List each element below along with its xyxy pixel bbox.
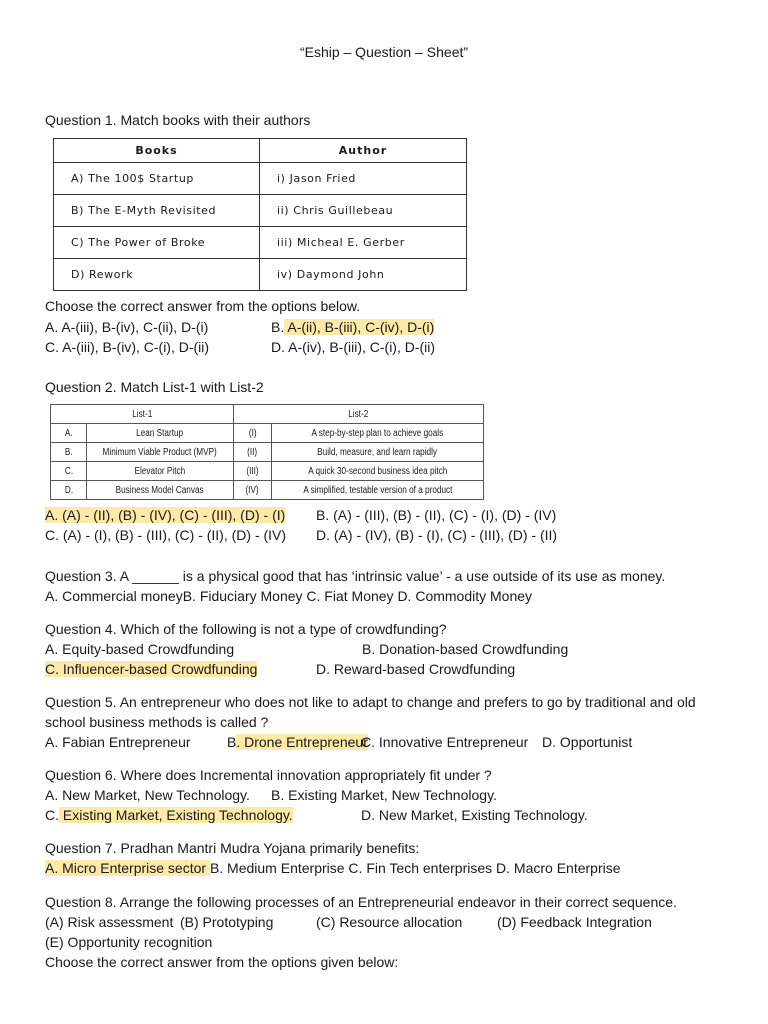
book-cell: D) Rework (54, 259, 260, 291)
books-header: Books (54, 139, 260, 163)
option-prefix: B (227, 734, 237, 750)
list1-item: Minimum Viable Product (MVP) (87, 443, 234, 462)
book-cell: B) The E-Myth Revisited (54, 195, 260, 227)
table-row (51, 462, 484, 481)
list2-numeral: (III) (234, 462, 272, 481)
highlighted-answer: . Drone Entrepreneur (236, 734, 368, 750)
list1-letter: B. (51, 443, 87, 462)
q5-question-line1: Question 5. An entrepreneur who does not like to adapt to change and prefers to go by traditional and old (45, 694, 696, 710)
q8-item-c: (C) Resource allocation (316, 914, 463, 930)
q2-list-table (50, 404, 484, 500)
author-header: Author (260, 139, 467, 163)
highlighted-answer: A. Micro Enterprise sector (45, 860, 210, 876)
list2-numeral: (IV) (234, 481, 272, 500)
author-cell: i) Jason Fried (260, 163, 467, 195)
q5-option-b (227, 733, 368, 751)
q8-item-b: (B) Prototyping (180, 914, 274, 930)
highlighted-answer: Existing Market, Existing Technology. (59, 807, 293, 823)
q8-item-a: (A) Risk assessment (45, 914, 174, 930)
book-cell: C) The Power of Broke (54, 227, 260, 259)
q3-question: Question 3. A ______ is a physical good that has ‘intrinsic value’ - a use outside of its use as money. (45, 568, 666, 584)
highlighted-answer: C. Influencer-based Crowdfunding (45, 661, 258, 677)
q2-question: Question 2. Match List-1 with List-2 (45, 379, 264, 395)
q7-options (45, 859, 621, 877)
q6-option-d: D. New Market, Existing Technology. (361, 807, 588, 823)
table-header-row (51, 405, 484, 424)
q1-option-b (271, 318, 434, 336)
table-row (54, 163, 467, 195)
list2-header: List-2 (234, 405, 484, 424)
highlighted-answer: A-(ii), B-(iii), C-(iv), D-(i) (284, 319, 435, 335)
list1-letter: C. (51, 462, 87, 481)
q1-option-d: D. A-(iv), B-(iii), C-(i), D-(ii) (271, 339, 436, 355)
q1-option-a: A. A-(iii), B-(iv), C-(ii), D-(i) (45, 319, 209, 335)
table-row (51, 443, 484, 462)
q8-item-d: (D) Feedback Integration (497, 914, 652, 930)
q4-option-c (45, 660, 257, 678)
list2-item: A quick 30-second business idea pitch (272, 462, 484, 481)
highlighted-answer: A. (A) - (II), (B) - (IV), (C) - (III), (D) - (I) (45, 507, 286, 523)
book-cell: A) The 100$ Startup (54, 163, 260, 195)
q2-option-d: D. (A) - (IV), (B) - (I), (C) - (III), (D) - (II) (316, 527, 558, 543)
table-header-row (54, 139, 467, 163)
q7-question: Question 7. Pradhan Mantri Mudra Yojana primarily benefits: (45, 840, 420, 856)
q4-option-a: A. Equity-based Crowdfunding (45, 641, 235, 657)
list1-item: Business Model Canvas (87, 481, 234, 500)
table-row (54, 195, 467, 227)
option-prefix: C. (45, 807, 59, 823)
list1-item: Elevator Pitch (87, 462, 234, 481)
q8-instruction: Choose the correct answer from the options given below: (45, 954, 399, 970)
q1-books-table (53, 138, 467, 291)
q6-option-c (45, 806, 293, 824)
list1-letter: D. (51, 481, 87, 500)
q5-option-c: C. Innovative Entrepreneur (361, 734, 529, 750)
q5-option-a: A. Fabian Entrepreneur (45, 734, 191, 750)
q1-option-c: C. A-(iii), B-(iv), C-(i), D-(ii) (45, 339, 210, 355)
q4-question: Question 4. Which of the following is not a type of crowdfunding? (45, 621, 447, 637)
remaining-options: B. Medium Enterprise C. Fin Tech enterprises D. Macro Enterprise (209, 860, 621, 876)
q6-question: Question 6. Where does Incremental innovation appropriately fit under ? (45, 767, 492, 783)
table-row (51, 424, 484, 443)
table-row (51, 481, 484, 500)
list2-item: Build, measure, and learn rapidly (272, 443, 484, 462)
q8-question: Question 8. Arrange the following processes of an Entrepreneurial endeavor in their correct sequence. (45, 894, 677, 910)
q4-option-b: B. Donation-based Crowdfunding (362, 641, 569, 657)
list2-item: A step-by-step plan to achieve goals (272, 424, 484, 443)
q1-question: Question 1. Match books with their authors (45, 112, 311, 128)
author-cell: iv) Daymond John (260, 259, 467, 291)
q2-option-c: C. (A) - (I), (B) - (III), (C) - (II), (D) - (IV) (45, 527, 287, 543)
q2-option-a (45, 506, 285, 524)
list2-item: A simplified, testable version of a product (272, 481, 484, 500)
list1-letter: A. (51, 424, 87, 443)
q3-options: A. Commercial moneyB. Fiduciary Money C. Fiat Money D. Commodity Money (45, 588, 533, 604)
q5-option-d: D. Opportunist (542, 734, 633, 750)
q4-option-d: D. Reward-based Crowdfunding (316, 661, 516, 677)
q5-question-line2: school business methods is called ? (45, 714, 269, 730)
list1-item: Lean Startup (87, 424, 234, 443)
q6-option-b: B. Existing Market, New Technology. (271, 787, 497, 803)
q6-option-a: A. New Market, New Technology. (45, 787, 250, 803)
q1-instruction: Choose the correct answer from the options below. (45, 298, 361, 314)
table-row (54, 227, 467, 259)
list2-numeral: (II) (234, 443, 272, 462)
table-row (54, 259, 467, 291)
sheet-title: “Eship – Question – Sheet” (299, 44, 469, 60)
option-prefix: B. (271, 319, 285, 335)
author-cell: ii) Chris Guillebeau (260, 195, 467, 227)
list2-numeral: (I) (234, 424, 272, 443)
author-cell: iii) Micheal E. Gerber (260, 227, 467, 259)
q2-option-b: B. (A) - (III), (B) - (II), (C) - (I), (D) - (IV) (316, 507, 557, 523)
list1-header: List-1 (51, 405, 234, 424)
q8-item-e: (E) Opportunity recognition (45, 934, 213, 950)
